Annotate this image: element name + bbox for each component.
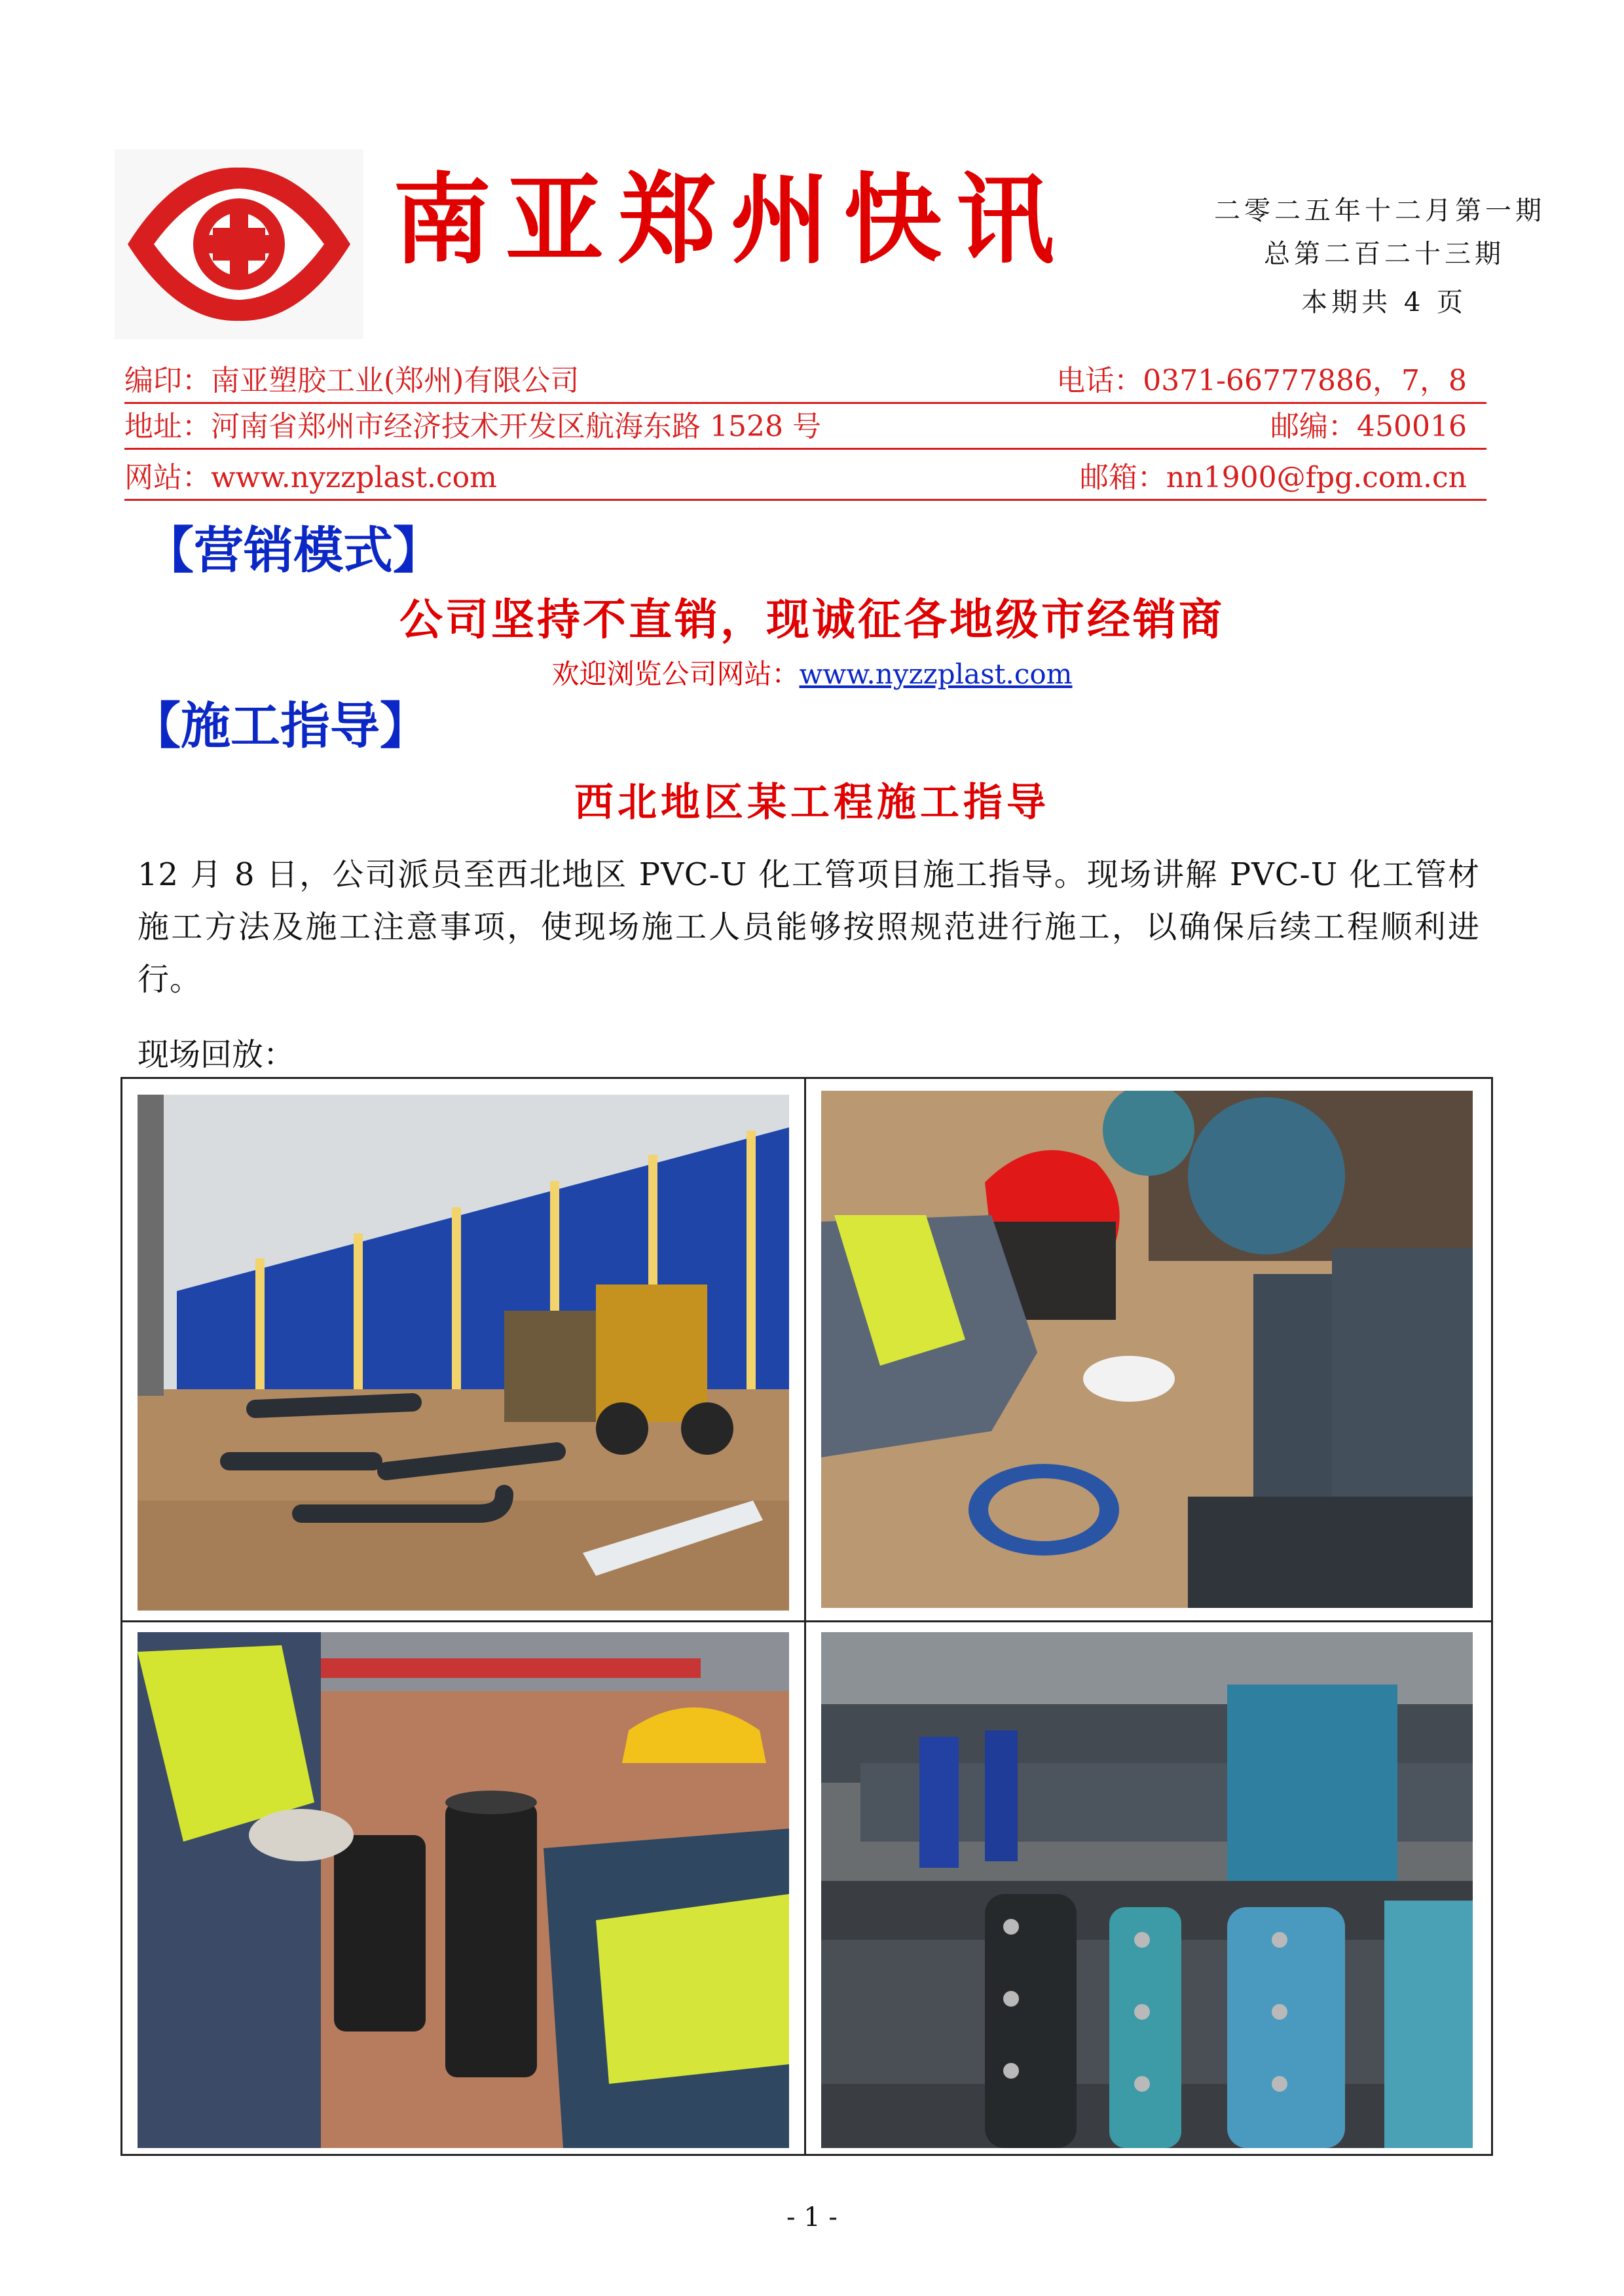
article-paragraph: 12 月 8 日，公司派员至西北地区 PVC-U 化工管项目施工指导。现场讲解 PVC-U 化工管材施工方法及施工注意事项，使现场施工人员能够按照规范进行施工，以确保后续工程顺利进行。 xyxy=(138,856,1480,998)
welcome-text: 欢迎浏览公司网站： xyxy=(551,658,800,690)
photo-grid xyxy=(120,1077,1493,2156)
photo-worker-red-helmet xyxy=(821,1091,1473,1608)
phone-text: 电话：0371-66777886，7，8 xyxy=(1056,364,1467,397)
grid-divider-vertical xyxy=(804,1079,806,2154)
guide-section-title: 【施工指导】 xyxy=(131,697,430,755)
newsletter-title: 南亚郑州快讯 xyxy=(393,164,1069,278)
website-label: 网站： xyxy=(124,461,211,494)
marketing-slogan: 公司坚持不直销，现诚征各地级市经销商 xyxy=(399,594,1225,645)
grid-divider-horizontal xyxy=(122,1620,1491,1622)
photo-workers-cutting-pipe xyxy=(138,1632,789,2148)
article-title: 西北地区某工程施工指导 xyxy=(574,780,1050,826)
welcome-website-link[interactable]: www.nyzzplast.com xyxy=(799,658,1073,690)
website-link[interactable]: www.nyzzplast.com xyxy=(211,461,497,494)
page-count: 本期共 4 页 xyxy=(1301,287,1467,318)
issue-date: 二零二五年十二月第一期 xyxy=(1214,196,1545,226)
contact-row-address xyxy=(124,406,1486,450)
postcode-text: 邮编：450016 xyxy=(1270,410,1467,443)
company-logo xyxy=(115,149,363,339)
marketing-section-title: 【营销模式】 xyxy=(144,521,443,579)
email-text[interactable]: 邮箱：nn1900@fpg.com.cn xyxy=(1079,461,1467,494)
contact-row-publisher xyxy=(124,360,1486,404)
photo-warehouse-pipes xyxy=(138,1095,789,1611)
issue-number: 总第二百二十三期 xyxy=(1264,239,1505,269)
page-number: - 1 - xyxy=(786,2202,838,2232)
publisher-text: 编印：南亚塑胶工业(郑州)有限公司 xyxy=(124,364,580,397)
photo-flange-connections xyxy=(821,1632,1473,2148)
contact-row-website xyxy=(124,457,1486,501)
onsite-label: 现场回放： xyxy=(138,1036,295,1073)
address-text: 地址：河南省郑州市经济技术开发区航海东路 1528 号 xyxy=(124,410,821,443)
